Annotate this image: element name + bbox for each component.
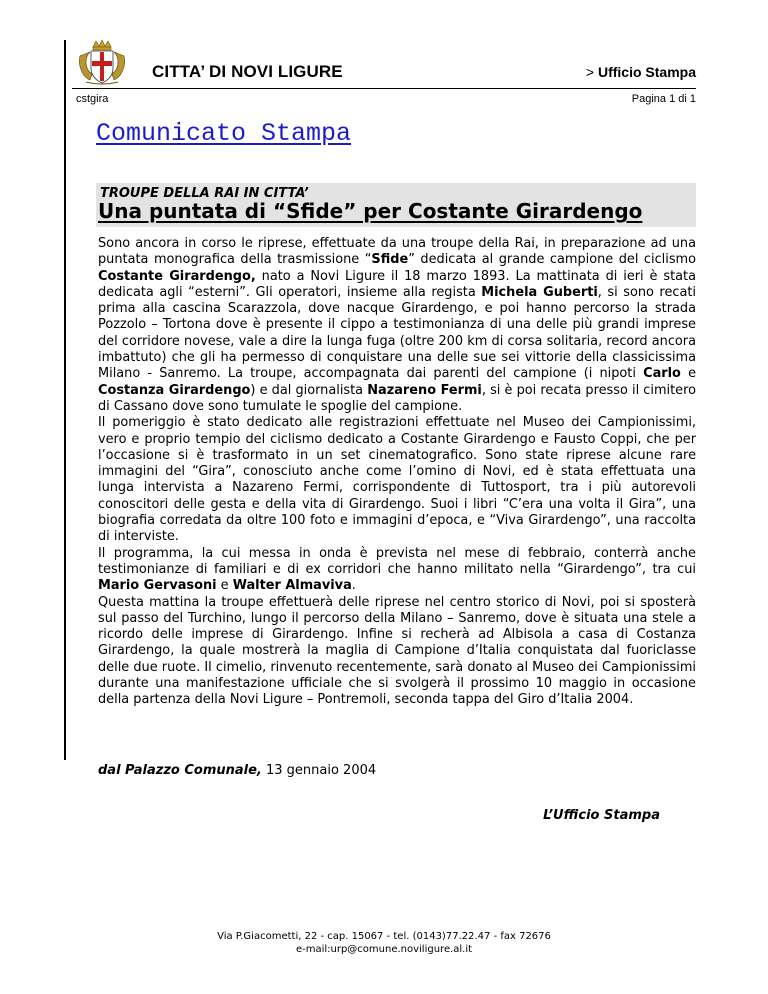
bold-text-run: Costanza Girardengo bbox=[98, 382, 251, 398]
headline: Una puntata di “Sfide” per Costante Girardengo bbox=[98, 199, 643, 223]
text-run: ” dedicata al grande campione del ciclismo bbox=[408, 252, 696, 268]
text-run: nato a Novi Ligure il 18 marzo 1893. La mattinata di ieri è stata dedicata agli “esterni”. Gli operatori, insieme alla regista bbox=[98, 268, 697, 300]
document-code: cstgira bbox=[76, 93, 109, 105]
header-office-prefix: > bbox=[585, 64, 598, 80]
body-paragraph bbox=[98, 236, 696, 415]
bold-text-run: Mario Gervasoni bbox=[98, 578, 217, 594]
bold-text-run: Walter Almaviva bbox=[232, 578, 352, 594]
margin-rule bbox=[64, 40, 66, 760]
footer-email: e-mail:urp@comune.noviligure.al.it bbox=[295, 944, 473, 955]
text-run: , si sono recati prima alla cascina Scarazzola, dove nacque Girardengo, e poi hanno percorso la strada Pozzolo – Tortona dove è presente il cippo a testimonianza di una delle più grandi imprese del corridore novese, vale a dire la lunga fuga (oltre 200 km di corsa solitaria, record ancora imbattuto) che gli ha permesso di conquistare una delle sue sei vittorie della classicissima Milano - Sanremo. La troupe, accompagnata dai parenti del campione (i nipoti bbox=[98, 284, 697, 382]
text-run: . bbox=[351, 578, 356, 594]
body-paragraph bbox=[98, 415, 696, 545]
kicker: TROUPE DELLA RAI IN CITTA’ bbox=[100, 186, 309, 201]
city-coat-of-arms-icon bbox=[76, 38, 128, 86]
header-city-name: CITTA’ DI NOVI LIGURE bbox=[152, 62, 343, 81]
bold-text-run: Michela Guberti bbox=[481, 284, 598, 300]
bold-text-run: Costante Girardengo, bbox=[98, 268, 256, 284]
text-run: e bbox=[680, 366, 696, 382]
body-paragraph bbox=[98, 595, 696, 709]
text-run: , si è poi recata presso il cimitero di Cassano dove sono tumulate le spoglie del campione. bbox=[98, 382, 697, 414]
dateline bbox=[98, 763, 376, 778]
text-run: ) e dal giornalista bbox=[250, 382, 368, 398]
footer bbox=[0, 930, 768, 956]
bold-text-run: Nazareno Fermi bbox=[367, 382, 482, 398]
text-run: Questa mattina la troupe effettuerà delle riprese nel centro storico di Novi, poi si sposterà sul passo del Turchino, lungo il percorso della Milano – Sanremo, dove è situata una stele a ricordo delle imprese di Girardengo. Infine si recherà ad Albisola a casa di Costanza Girardengo, la quale mostrerà la maglia di Campione d’Italia conquistata dal fuoriclasse delle due ruote. Il cimelio, rinvenuto recentemente, sarà donato al Museo dei Campionissimi durante una manifestazione ufficiale che si svolgerà il prossimo 10 maggio in occasione della partenza della Novi Ligure – Pontremoli, seconda tappa del Giro d’Italia 2004. bbox=[98, 594, 696, 708]
body-paragraph bbox=[98, 546, 696, 595]
signature: L’Ufficio Stampa bbox=[543, 808, 660, 823]
text-run: Il programma, la cui messa in onda è prevista nel mese di febbraio, conterrà anche testimonianze di familiari e di ex corridori che hanno militato nella “Girardengo”, tra cui bbox=[98, 545, 696, 577]
header-divider bbox=[72, 88, 696, 89]
header-office-name: Ufficio Stampa bbox=[597, 64, 696, 80]
bold-text-run: Sfide bbox=[371, 252, 409, 268]
article-body bbox=[98, 236, 696, 709]
text-run: Il pomeriggio è stato dedicato alle registrazioni effettuate nel Museo dei Campionissimi, vero e proprio tempio del ciclismo dedicato a Costante Girardengo e Fausto Coppi, che per l’occasione si è trasformato in un set cinematografico. Sono state riprese alcune rare immagini del “Gira”, conosciuto anche come l’omino di Novi, ed è stata effettuata una lunga intervista a Nazareno Fermi, corrispondente di Tuttosport, tra i più autorevoli conoscitori delle gesta e della vita di Girardengo. Suoi i libri “C’era una volta il Gira”, una biografia corredata da oltre 100 foto e immagini d’epoca, e “Viva Girardengo”, una raccolta di interviste. bbox=[98, 415, 696, 545]
dateline-place: dal Palazzo Comunale, bbox=[98, 763, 262, 778]
bold-text-run: Carlo bbox=[643, 366, 681, 382]
dateline-date: 13 gennaio 2004 bbox=[261, 763, 377, 778]
text-run: e bbox=[216, 578, 233, 594]
text-run: Sono ancora in corso le riprese, effettuate da una troupe della Rai, in preparazione ad una puntata monografica della trasmissione “ bbox=[98, 236, 696, 268]
footer-address: Via P.Giacometti, 22 - cap. 15067 - tel. (0143)77.22.47 - fax 72676 bbox=[217, 931, 551, 942]
header-office bbox=[586, 64, 696, 80]
page-number: Pagina 1 di 1 bbox=[631, 93, 696, 105]
page-title: Comunicato Stampa bbox=[96, 119, 352, 148]
